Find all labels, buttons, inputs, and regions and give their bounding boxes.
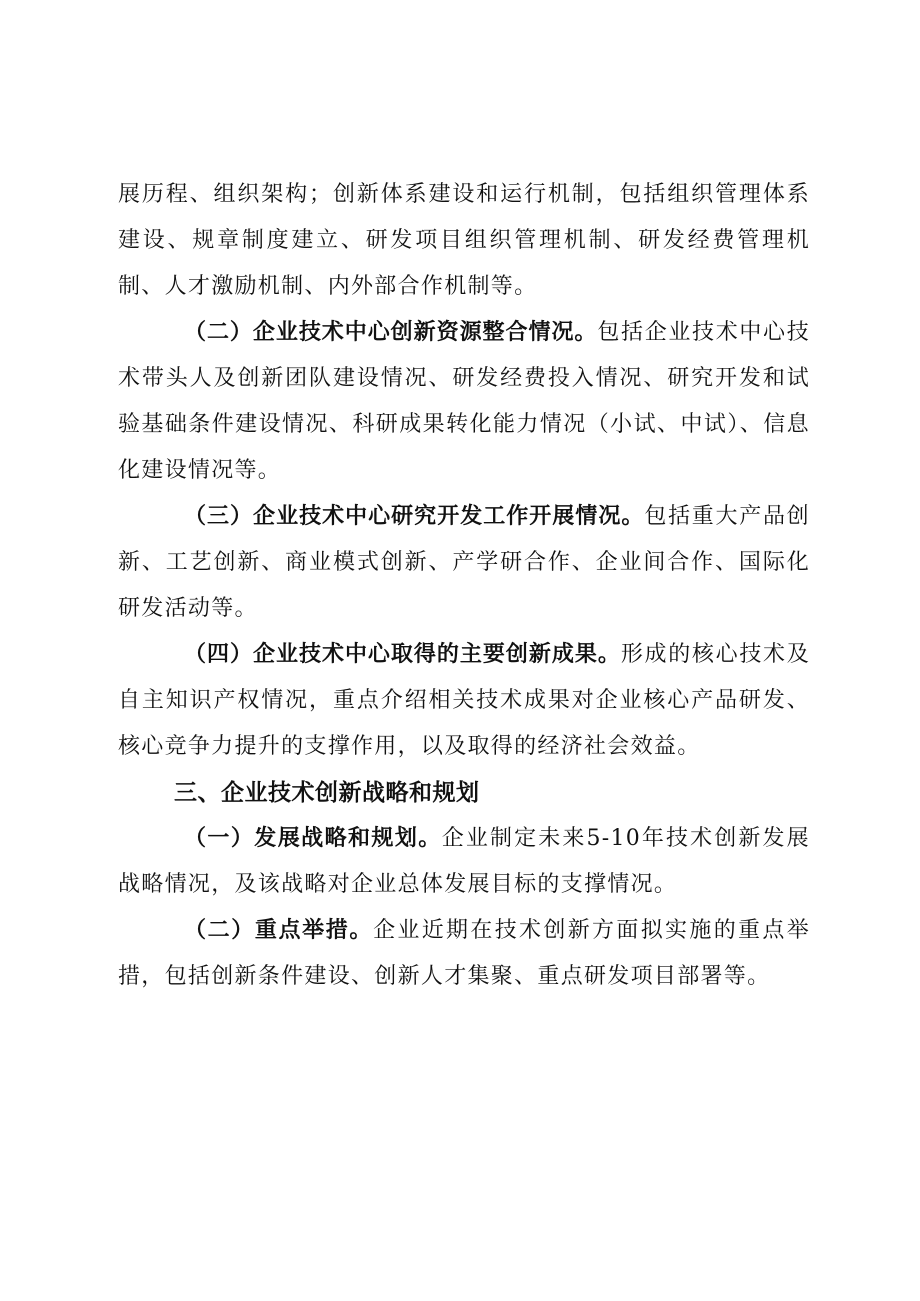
paragraph-lead: （三）企业技术中心研究开发工作开展情况。 <box>184 504 645 529</box>
paragraph-lead: （二）重点举措。 <box>184 918 374 943</box>
paragraph-lead: （二）企业技术中心创新资源整合情况。 <box>184 320 598 345</box>
section-heading: 三、企业技术创新战略和规划 <box>174 780 480 806</box>
paragraph-lead: （四）企业技术中心取得的主要创新成果。 <box>184 642 621 667</box>
document-body <box>118 172 810 1000</box>
paragraph-text: 展历程、组织架构；创新体系建设和运行机制，包括组织管理体系建设、规章制度建立、研发项目组织管理机制、研发经费管理机制、人才激励机制、内外部合作机制等。 <box>118 182 810 299</box>
paragraph-lead: （一）发展战略和规划。 <box>184 826 442 851</box>
paragraph-rd-work <box>118 494 810 632</box>
paragraph-text: 包括企业技术中心技术带头人及创新团队建设情况、研发经费投入情况、研究开发和试验基础条件建设情况、科研成果转化能力情况（小试、中试）、信息化建设情况等。 <box>118 320 810 483</box>
paragraph-key-measures <box>118 908 810 1000</box>
paragraph-resource-integration <box>118 310 810 494</box>
paragraph-text: 企业制定未来5-10年技术创新发展战略情况，及该战略对企业总体发展目标的支撑情况。 <box>118 826 810 897</box>
paragraph-text: 包括重大产品创新、工艺创新、商业模式创新、产学研合作、企业间合作、国际化研发活动等。 <box>118 504 810 621</box>
paragraph-text: 企业近期在技术创新方面拟实施的重点举措，包括创新条件建设、创新人才集聚、重点研发项目部署等。 <box>118 918 810 989</box>
paragraph-text: 形成的核心技术及自主知识产权情况，重点介绍相关技术成果对企业核心产品研发、核心竞争力提升的支撑作用，以及取得的经济社会效益。 <box>118 642 811 759</box>
paragraph-strategy <box>118 816 810 908</box>
paragraph-continued <box>118 172 810 310</box>
paragraph-achievements <box>118 632 810 770</box>
